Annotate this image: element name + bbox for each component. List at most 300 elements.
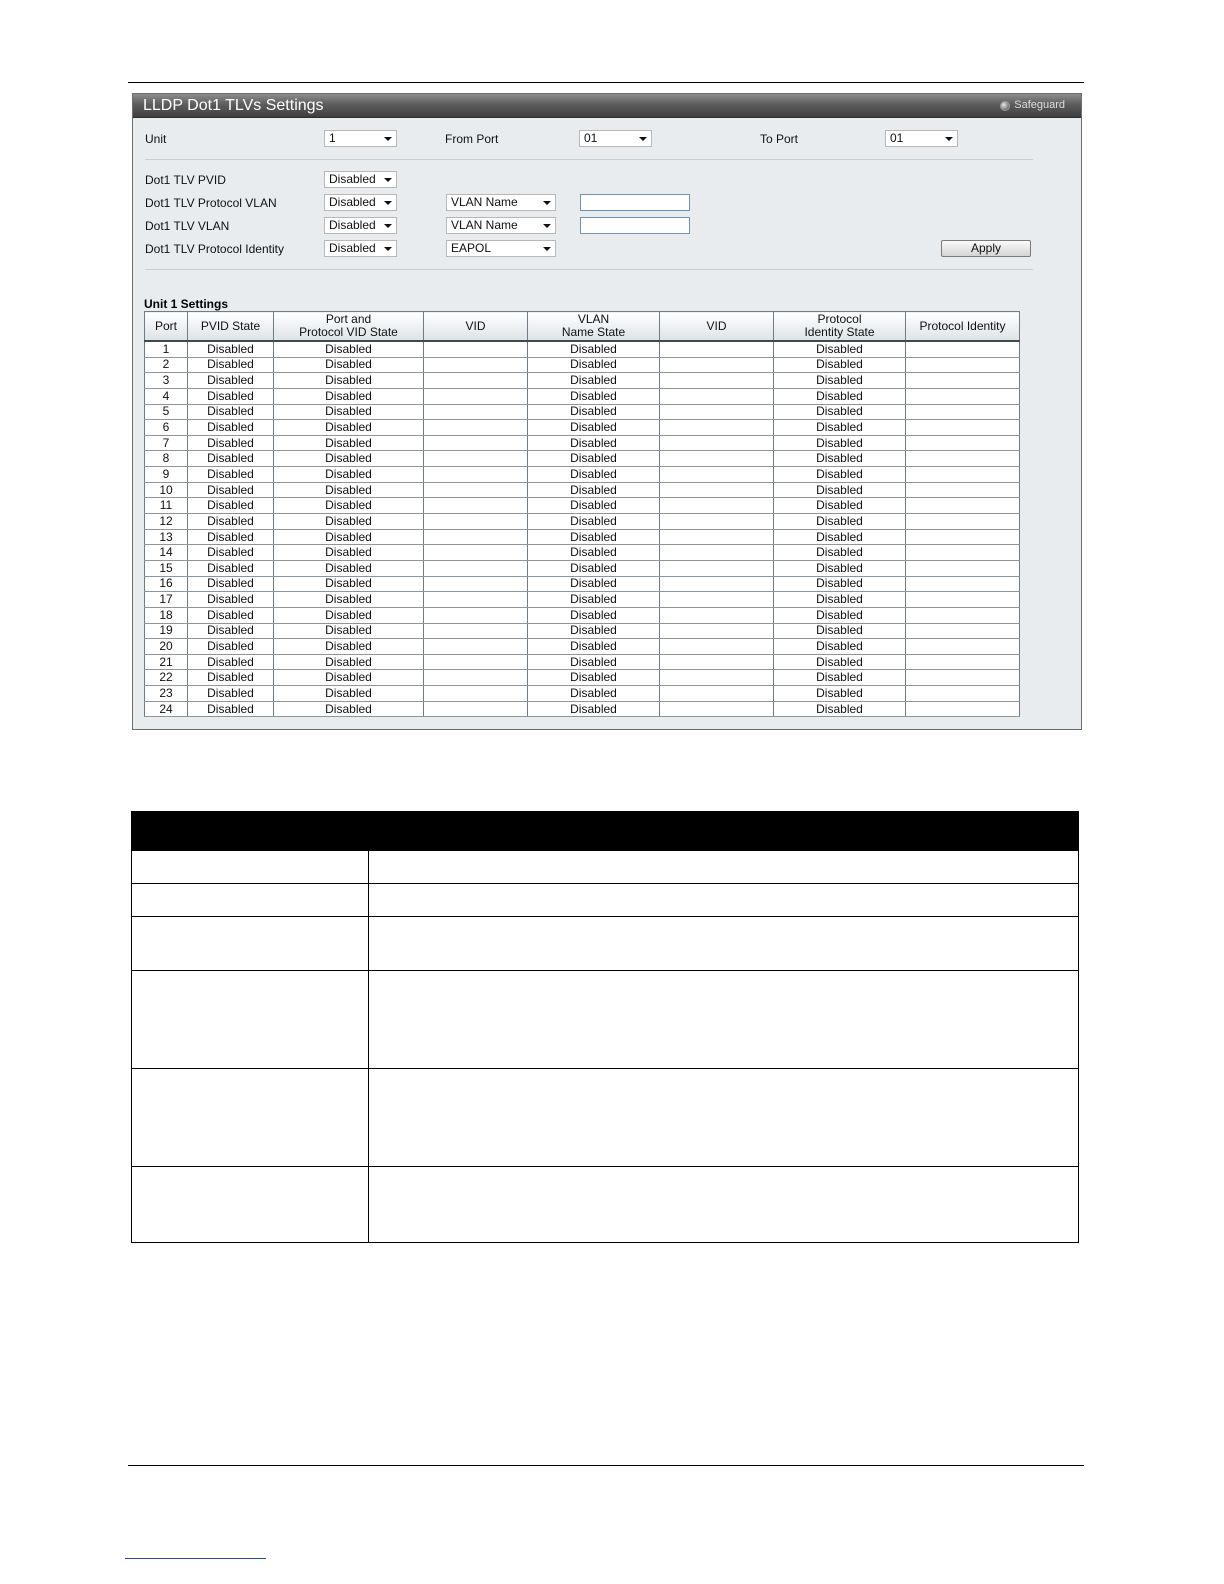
table-cell xyxy=(906,545,1020,561)
table-row xyxy=(145,576,1020,592)
table-cell: Disabled xyxy=(528,670,660,686)
table-cell xyxy=(660,701,774,717)
table-cell: Disabled xyxy=(774,592,906,608)
table-cell: 16 xyxy=(145,576,188,592)
pvid-label: Dot1 TLV PVID xyxy=(145,173,226,187)
table-cell: Disabled xyxy=(274,545,424,561)
table-cell xyxy=(424,341,528,357)
table-cell: 8 xyxy=(145,451,188,467)
chevron-down-icon xyxy=(384,201,392,205)
column-header xyxy=(906,312,1020,342)
table-cell: Disabled xyxy=(188,514,274,530)
table-cell xyxy=(906,639,1020,655)
pvid-select-value: Disabled xyxy=(329,172,376,186)
table-cell: 11 xyxy=(145,498,188,514)
table-cell: 2 xyxy=(145,357,188,373)
table-cell: Disabled xyxy=(188,373,274,389)
table-cell: Disabled xyxy=(274,420,424,436)
table-cell: Disabled xyxy=(774,607,906,623)
table-cell: Disabled xyxy=(774,420,906,436)
table-cell: Disabled xyxy=(274,451,424,467)
table-row xyxy=(145,435,1020,451)
protocol-vlan-select-value: Disabled xyxy=(329,195,376,209)
table-cell xyxy=(424,545,528,561)
table-cell: Disabled xyxy=(274,670,424,686)
apply-button[interactable]: Apply xyxy=(941,240,1031,257)
table-cell xyxy=(424,639,528,655)
unit-settings-title: Unit 1 Settings xyxy=(144,297,229,311)
table-cell xyxy=(424,670,528,686)
table-cell: Disabled xyxy=(528,701,660,717)
table-cell: Disabled xyxy=(188,482,274,498)
table-cell: Disabled xyxy=(774,529,906,545)
description-parameter-cell xyxy=(132,884,369,917)
column-header-line: Protocol xyxy=(817,312,862,326)
table-cell: 21 xyxy=(145,654,188,670)
table-cell: 15 xyxy=(145,560,188,576)
table-cell: Disabled xyxy=(274,654,424,670)
table-row xyxy=(145,545,1020,561)
table-cell xyxy=(424,420,528,436)
column-header-line: Port and xyxy=(325,312,372,326)
table-cell: Disabled xyxy=(274,388,424,404)
table-cell: 1 xyxy=(145,341,188,357)
table-cell xyxy=(906,451,1020,467)
table-cell: 3 xyxy=(145,373,188,389)
table-cell: Disabled xyxy=(774,482,906,498)
description-text-cell xyxy=(369,1069,1079,1167)
column-header xyxy=(660,312,774,342)
table-cell: Disabled xyxy=(188,341,274,357)
safeguard-label: Safeguard xyxy=(1014,99,1065,111)
table-header-row xyxy=(145,312,1020,342)
description-text-cell xyxy=(369,917,1079,971)
table-cell xyxy=(906,498,1020,514)
table-row xyxy=(145,357,1020,373)
column-header xyxy=(424,312,528,342)
table-cell: Disabled xyxy=(274,592,424,608)
table-cell: Disabled xyxy=(188,420,274,436)
table-cell: Disabled xyxy=(188,607,274,623)
table-cell: Disabled xyxy=(188,639,274,655)
table-row xyxy=(145,529,1020,545)
table-cell xyxy=(660,545,774,561)
table-row xyxy=(145,373,1020,389)
table-cell: Disabled xyxy=(774,357,906,373)
panel-header xyxy=(133,94,1081,118)
table-cell: Disabled xyxy=(188,592,274,608)
chevron-down-icon xyxy=(384,224,392,228)
table-cell xyxy=(660,388,774,404)
vlan-label: Dot1 TLV VLAN xyxy=(145,219,230,233)
table-cell xyxy=(424,529,528,545)
chevron-down-icon xyxy=(639,137,647,141)
table-cell: Disabled xyxy=(528,545,660,561)
table-cell: Disabled xyxy=(274,514,424,530)
table-cell: Disabled xyxy=(774,686,906,702)
description-parameter-cell xyxy=(132,917,369,971)
chevron-down-icon xyxy=(543,224,551,228)
table-cell: Disabled xyxy=(274,529,424,545)
table-cell: Disabled xyxy=(188,388,274,404)
table-row xyxy=(145,623,1020,639)
table-cell xyxy=(660,420,774,436)
table-cell: Disabled xyxy=(528,529,660,545)
table-cell: Disabled xyxy=(528,373,660,389)
description-text-cell xyxy=(369,851,1079,884)
column-header xyxy=(145,312,188,342)
table-cell: Disabled xyxy=(188,498,274,514)
table-cell xyxy=(424,482,528,498)
table-row xyxy=(145,467,1020,483)
table-cell: Disabled xyxy=(528,357,660,373)
footer-link-underline xyxy=(125,1558,266,1559)
table-cell xyxy=(906,373,1020,389)
column-header-line: PVID State xyxy=(200,318,261,333)
table-cell: Disabled xyxy=(188,623,274,639)
table-cell: Disabled xyxy=(774,639,906,655)
table-cell xyxy=(906,435,1020,451)
table-cell xyxy=(424,623,528,639)
protocol-vlan-input[interactable] xyxy=(580,194,690,211)
table-cell: 13 xyxy=(145,529,188,545)
description-row xyxy=(132,1069,1079,1167)
table-cell: Disabled xyxy=(528,435,660,451)
chevron-down-icon xyxy=(945,137,953,141)
table-row xyxy=(145,482,1020,498)
table-cell: Disabled xyxy=(528,482,660,498)
table-cell xyxy=(906,623,1020,639)
table-cell: Disabled xyxy=(528,451,660,467)
table-cell: Disabled xyxy=(274,623,424,639)
table-row xyxy=(145,420,1020,436)
table-cell xyxy=(424,373,528,389)
table-cell: Disabled xyxy=(188,404,274,420)
table-cell: Disabled xyxy=(774,388,906,404)
table-cell: Disabled xyxy=(188,654,274,670)
table-cell: Disabled xyxy=(528,388,660,404)
table-cell: 24 xyxy=(145,701,188,717)
table-cell: Disabled xyxy=(188,529,274,545)
unit-label: Unit xyxy=(145,132,167,146)
chevron-down-icon xyxy=(384,178,392,182)
table-cell: 12 xyxy=(145,514,188,530)
lldp-dot1-tlvs-panel xyxy=(132,93,1082,730)
description-header-row xyxy=(132,812,1079,851)
table-cell: Disabled xyxy=(774,514,906,530)
chevron-down-icon xyxy=(384,247,392,251)
chevron-down-icon xyxy=(543,247,551,251)
table-row xyxy=(145,388,1020,404)
table-cell xyxy=(424,404,528,420)
description-header-description xyxy=(369,812,1079,851)
table-cell: Disabled xyxy=(274,639,424,655)
table-cell xyxy=(660,467,774,483)
table-cell: Disabled xyxy=(774,560,906,576)
table-cell: Disabled xyxy=(188,686,274,702)
table-cell: Disabled xyxy=(774,498,906,514)
table-cell: 10 xyxy=(145,482,188,498)
table-cell: Disabled xyxy=(188,467,274,483)
table-cell xyxy=(424,701,528,717)
table-cell xyxy=(660,529,774,545)
table-cell: Disabled xyxy=(774,545,906,561)
chevron-down-icon xyxy=(543,201,551,205)
table-cell: Disabled xyxy=(774,701,906,717)
table-row xyxy=(145,686,1020,702)
protocol-identity-select[interactable] xyxy=(324,240,397,257)
table-cell: Disabled xyxy=(528,341,660,357)
section-divider xyxy=(145,159,1033,160)
table-cell: Disabled xyxy=(274,701,424,717)
table-cell xyxy=(424,388,528,404)
table-cell: Disabled xyxy=(528,498,660,514)
column-header-line: Name State xyxy=(561,325,626,339)
table-cell xyxy=(906,560,1020,576)
table-cell xyxy=(906,670,1020,686)
table-cell xyxy=(660,607,774,623)
table-cell: Disabled xyxy=(274,560,424,576)
table-cell xyxy=(906,357,1020,373)
table-row xyxy=(145,514,1020,530)
vlan-type-value: VLAN Name xyxy=(451,218,518,232)
table-cell: Disabled xyxy=(528,420,660,436)
table-cell: Disabled xyxy=(274,467,424,483)
column-header-line: Protocol Identity xyxy=(919,318,1006,333)
vlan-type-select[interactable] xyxy=(446,217,556,234)
table-cell xyxy=(660,686,774,702)
from-port-label: From Port xyxy=(445,132,499,146)
table-cell: 22 xyxy=(145,670,188,686)
table-cell xyxy=(660,592,774,608)
table-cell: 4 xyxy=(145,388,188,404)
column-header xyxy=(528,312,660,342)
table-cell: Disabled xyxy=(528,592,660,608)
table-cell xyxy=(906,654,1020,670)
table-cell: Disabled xyxy=(528,654,660,670)
table-cell xyxy=(906,388,1020,404)
description-header-parameter xyxy=(132,812,369,851)
table-cell: 23 xyxy=(145,686,188,702)
table-row xyxy=(145,560,1020,576)
protocol-identity-type-select[interactable] xyxy=(446,240,556,257)
panel-title: LLDP Dot1 TLVs Settings xyxy=(143,97,324,114)
table-cell: 20 xyxy=(145,639,188,655)
protocol-vlan-label: Dot1 TLV Protocol VLAN xyxy=(145,196,277,210)
description-parameter-cell xyxy=(132,971,369,1069)
table-cell xyxy=(906,341,1020,357)
column-header-line: Identity State xyxy=(804,325,875,339)
table-cell xyxy=(660,670,774,686)
table-cell: Disabled xyxy=(188,670,274,686)
safeguard-status-icon xyxy=(1000,101,1010,111)
table-cell: Disabled xyxy=(188,451,274,467)
protocol-identity-select-value: Disabled xyxy=(329,241,376,255)
description-parameter-cell xyxy=(132,1167,369,1243)
table-cell: 14 xyxy=(145,545,188,561)
protocol-identity-type-value: EAPOL xyxy=(451,241,492,255)
protocol-vlan-type-select[interactable] xyxy=(446,194,556,211)
protocol-vlan-select[interactable] xyxy=(324,194,397,211)
unit-select-value: 1 xyxy=(329,131,336,145)
table-cell xyxy=(660,498,774,514)
from-port-select-value: 01 xyxy=(584,131,598,145)
description-row xyxy=(132,1167,1079,1243)
table-cell xyxy=(906,576,1020,592)
vlan-select[interactable] xyxy=(324,217,397,234)
column-header xyxy=(774,312,906,342)
column-header-line: VID xyxy=(465,318,486,333)
description-row xyxy=(132,971,1079,1069)
table-cell xyxy=(660,404,774,420)
table-cell: Disabled xyxy=(774,576,906,592)
table-cell: Disabled xyxy=(774,341,906,357)
table-cell: Disabled xyxy=(274,576,424,592)
description-text-cell xyxy=(369,884,1079,917)
table-cell xyxy=(660,451,774,467)
table-row xyxy=(145,654,1020,670)
table-cell: 5 xyxy=(145,404,188,420)
table-cell xyxy=(660,623,774,639)
unit-select[interactable] xyxy=(324,130,397,147)
table-cell: Disabled xyxy=(528,404,660,420)
table-cell: Disabled xyxy=(188,560,274,576)
protocol-identity-label: Dot1 TLV Protocol Identity xyxy=(145,242,284,256)
table-cell xyxy=(660,576,774,592)
chevron-down-icon xyxy=(384,137,392,141)
table-cell: Disabled xyxy=(528,686,660,702)
table-cell: 9 xyxy=(145,467,188,483)
table-cell xyxy=(660,482,774,498)
description-text-cell xyxy=(369,1167,1079,1243)
from-port-select[interactable] xyxy=(579,130,652,147)
table-cell xyxy=(424,435,528,451)
description-text-cell xyxy=(369,971,1079,1069)
safeguard-indicator xyxy=(1000,99,1065,112)
vlan-select-value: Disabled xyxy=(329,218,376,232)
column-header-line: Port xyxy=(154,318,177,333)
table-cell xyxy=(906,467,1020,483)
table-cell xyxy=(424,576,528,592)
table-cell xyxy=(906,701,1020,717)
table-cell xyxy=(424,357,528,373)
table-cell: Disabled xyxy=(274,435,424,451)
column-header-line: VID xyxy=(706,318,727,333)
table-cell: Disabled xyxy=(188,435,274,451)
table-cell: Disabled xyxy=(774,623,906,639)
description-parameter-cell xyxy=(132,851,369,884)
table-cell: 17 xyxy=(145,592,188,608)
table-cell xyxy=(424,592,528,608)
table-cell xyxy=(660,357,774,373)
table-cell: Disabled xyxy=(774,373,906,389)
table-cell: Disabled xyxy=(274,404,424,420)
description-row xyxy=(132,917,1079,971)
table-cell: Disabled xyxy=(188,701,274,717)
to-port-select[interactable] xyxy=(885,130,958,147)
table-cell: Disabled xyxy=(528,560,660,576)
table-cell: Disabled xyxy=(188,545,274,561)
table-cell: 18 xyxy=(145,607,188,623)
table-cell xyxy=(906,514,1020,530)
column-header-line: VLAN xyxy=(577,312,610,326)
to-port-select-value: 01 xyxy=(890,131,904,145)
table-cell xyxy=(660,341,774,357)
table-cell: Disabled xyxy=(528,467,660,483)
table-row xyxy=(145,639,1020,655)
table-cell: 7 xyxy=(145,435,188,451)
bottom-rule xyxy=(128,1465,1084,1466)
table-cell: Disabled xyxy=(774,451,906,467)
description-row xyxy=(132,884,1079,917)
table-cell xyxy=(424,451,528,467)
table-cell xyxy=(424,686,528,702)
table-cell xyxy=(906,607,1020,623)
table-cell xyxy=(660,560,774,576)
table-cell: 6 xyxy=(145,420,188,436)
table-row xyxy=(145,670,1020,686)
table-cell xyxy=(424,498,528,514)
table-cell xyxy=(906,404,1020,420)
protocol-vlan-type-value: VLAN Name xyxy=(451,195,518,209)
table-cell xyxy=(424,514,528,530)
table-cell: Disabled xyxy=(274,498,424,514)
unit-settings-table xyxy=(144,311,1020,717)
table-cell xyxy=(906,592,1020,608)
table-row xyxy=(145,701,1020,717)
table-cell: Disabled xyxy=(528,607,660,623)
table-cell xyxy=(660,373,774,389)
table-cell: Disabled xyxy=(774,670,906,686)
table-cell xyxy=(906,482,1020,498)
table-cell: Disabled xyxy=(188,576,274,592)
table-cell: Disabled xyxy=(274,686,424,702)
table-cell: Disabled xyxy=(774,467,906,483)
to-port-label: To Port xyxy=(760,132,799,146)
table-cell: Disabled xyxy=(774,404,906,420)
table-cell: Disabled xyxy=(528,623,660,639)
table-cell xyxy=(906,420,1020,436)
table-cell xyxy=(906,686,1020,702)
vlan-input[interactable] xyxy=(580,217,690,234)
table-row xyxy=(145,341,1020,357)
table-row xyxy=(145,592,1020,608)
table-cell: 19 xyxy=(145,623,188,639)
pvid-select[interactable] xyxy=(324,171,397,188)
description-row xyxy=(132,851,1079,884)
table-cell: Disabled xyxy=(528,514,660,530)
table-cell xyxy=(424,607,528,623)
table-cell: Disabled xyxy=(274,607,424,623)
table-cell: Disabled xyxy=(274,482,424,498)
table-cell: Disabled xyxy=(528,576,660,592)
table-cell: Disabled xyxy=(188,357,274,373)
description-parameter-cell xyxy=(132,1069,369,1167)
table-cell xyxy=(660,639,774,655)
table-cell xyxy=(660,514,774,530)
table-row xyxy=(145,404,1020,420)
table-cell: Disabled xyxy=(528,639,660,655)
table-row xyxy=(145,451,1020,467)
table-cell xyxy=(424,467,528,483)
section-divider xyxy=(145,269,1033,270)
table-row xyxy=(145,498,1020,514)
column-header-line: Protocol VID State xyxy=(299,325,398,339)
description-table xyxy=(131,811,1079,1243)
table-row xyxy=(145,607,1020,623)
table-cell: Disabled xyxy=(774,435,906,451)
table-body xyxy=(145,341,1020,717)
